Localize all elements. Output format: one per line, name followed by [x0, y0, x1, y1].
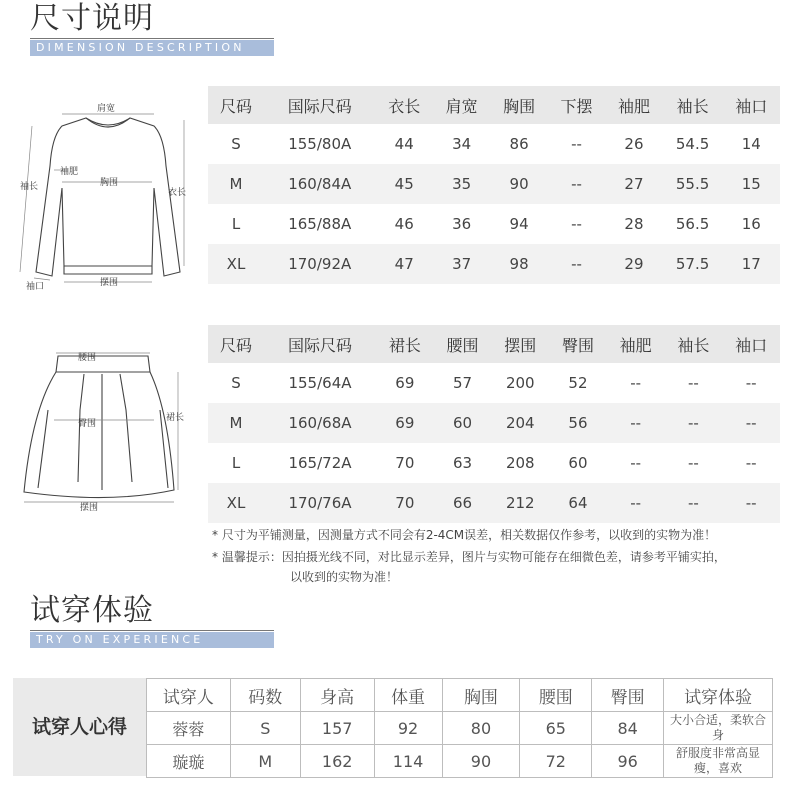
table-cell: -- [630, 454, 642, 472]
table-cell: 17 [722, 244, 780, 284]
dimension-title-underline [30, 38, 274, 39]
table-cell: S [230, 712, 300, 745]
table-cell: 64 [549, 483, 607, 523]
table-cell: 69 [395, 374, 415, 392]
table-cell: 56 [549, 403, 607, 443]
table-cell: 60 [434, 403, 492, 443]
col-header: 国际尺码 [264, 86, 375, 124]
table-cell: 60 [568, 454, 588, 472]
table-cell: 162 [300, 745, 374, 778]
table-header-row [208, 325, 780, 363]
col-header: 国际尺码 [264, 325, 376, 363]
tryon-subtitle: TRY ON EXPERIENCE [30, 632, 274, 648]
dimension-title: 尺寸说明 [30, 1, 154, 36]
table-cell: XL [208, 483, 264, 523]
table-cell: 47 [375, 244, 432, 284]
col-header: 试穿体验 [664, 679, 773, 712]
table-cell: 200 [505, 374, 535, 392]
table-cell: 56.5 [675, 215, 710, 233]
label-shoulder: 肩宽 [97, 104, 116, 114]
skirt-diagram [20, 350, 190, 512]
label-chest: 胸围 [100, 178, 119, 188]
table-cell: 160/68A [264, 403, 376, 443]
color-note-continued: 以收到的实物为准！ [290, 570, 399, 584]
skirt-size-table [208, 325, 780, 523]
table-cell: -- [722, 403, 780, 443]
col-header: 袖肥 [607, 325, 665, 363]
table-cell: 157 [300, 712, 374, 745]
table-cell: 90 [490, 164, 547, 204]
table-cell: 208 [505, 454, 535, 472]
dimension-subtitle: DIMENSION DESCRIPTION [30, 40, 274, 56]
tryon-left-label: 试穿人心得 [13, 678, 146, 776]
table-cell: -- [571, 135, 582, 153]
col-header: 腰围 [520, 679, 592, 712]
table-cell: L [231, 215, 241, 233]
table-cell: 46 [394, 215, 414, 233]
table-cell: M [230, 745, 300, 778]
table-cell: 170/92A [264, 244, 375, 284]
label-body-length: 衣长 [168, 188, 187, 198]
table-cell: 57 [453, 374, 473, 392]
table-cell: 94 [509, 215, 529, 233]
col-header: 尺码 [208, 86, 264, 124]
table-cell: 69 [376, 403, 434, 443]
table-cell: 66 [434, 483, 492, 523]
table-cell: 65 [520, 712, 592, 745]
label-hem: 摆围 [100, 278, 119, 288]
col-header: 袖口 [722, 86, 780, 124]
table-cell: -- [548, 164, 605, 204]
table-header-row [208, 86, 780, 124]
table-cell: 舒服度非常高显瘦，喜欢 [664, 745, 773, 778]
table-cell: L [231, 454, 241, 472]
label-skirt-hem: 摆围 [80, 503, 99, 512]
table-cell: -- [665, 403, 723, 443]
color-note: * 温馨提示：因拍摄光线不同，对比显示差异，图片与实物可能存在细微色差，请参考平铺实拍， [212, 550, 726, 564]
table-cell: 44 [394, 135, 414, 153]
label-sleeve-width: 袖肥 [60, 167, 79, 177]
table-cell: 54.5 [675, 135, 710, 153]
table-cell: S [231, 135, 241, 153]
table-row [208, 124, 780, 164]
table-cell: 大小合适，柔软合身 [664, 712, 773, 745]
table-cell: 84 [592, 712, 664, 745]
table-row [208, 443, 780, 483]
table-cell: 15 [722, 164, 780, 204]
table-cell: -- [630, 374, 642, 392]
table-cell: 璇璇 [147, 745, 231, 778]
table-header-row [147, 679, 773, 712]
measurement-note: * 尺寸为平铺测量，因测量方式不同会有2-4CM误差，相关数据仅作参考，以收到的实物为准！ [212, 528, 717, 542]
col-header: 袖肥 [605, 86, 662, 124]
label-cuff: 袖口 [26, 282, 45, 292]
table-cell: 37 [433, 244, 490, 284]
table-cell: XL [208, 244, 264, 284]
col-header: 体重 [374, 679, 442, 712]
col-header: 胸围 [442, 679, 520, 712]
table-cell: 165/72A [288, 454, 352, 472]
table-cell: 80 [442, 712, 520, 745]
table-cell: 57.5 [663, 244, 723, 284]
table-cell: -- [687, 374, 699, 392]
table-cell: 204 [491, 403, 549, 443]
col-header: 裙长 [376, 325, 434, 363]
table-cell: 72 [520, 745, 592, 778]
table-cell: 55.5 [663, 164, 723, 204]
table-cell: 36 [452, 215, 472, 233]
col-header: 袖长 [665, 325, 723, 363]
col-header: 身高 [300, 679, 374, 712]
table-cell: 蓉蓉 [147, 712, 231, 745]
table-row [208, 403, 780, 443]
table-cell: 70 [376, 483, 434, 523]
label-waist: 腰围 [78, 353, 97, 363]
table-cell: 86 [509, 135, 529, 153]
table-row [147, 712, 773, 745]
col-header: 胸围 [490, 86, 547, 124]
col-header: 袖长 [663, 86, 723, 124]
tryon-title-underline [30, 630, 274, 631]
tryon-table [146, 678, 773, 778]
col-header: 尺码 [208, 325, 264, 363]
table-cell: 155/80A [288, 135, 352, 153]
col-header: 腰围 [434, 325, 492, 363]
table-cell: 96 [592, 745, 664, 778]
col-header: 臀围 [549, 325, 607, 363]
table-row [147, 745, 773, 778]
tryon-title: 试穿体验 [30, 593, 154, 628]
label-hip: 臀围 [78, 419, 97, 429]
table-cell: -- [607, 483, 665, 523]
table-cell: -- [745, 374, 757, 392]
table-cell: 98 [490, 244, 547, 284]
table-cell: 16 [741, 215, 761, 233]
table-cell: 114 [374, 745, 442, 778]
table-cell: 29 [605, 244, 662, 284]
table-cell: 63 [453, 454, 473, 472]
table-row [208, 164, 780, 204]
table-cell: M [208, 403, 264, 443]
table-cell: 14 [741, 135, 761, 153]
table-cell: 155/64A [288, 374, 352, 392]
table-cell: 70 [395, 454, 415, 472]
table-cell: 34 [452, 135, 472, 153]
col-header: 臀围 [592, 679, 664, 712]
table-cell: 170/76A [264, 483, 376, 523]
table-cell: 92 [374, 712, 442, 745]
col-header: 下摆 [548, 86, 605, 124]
table-row [208, 363, 780, 403]
table-cell: -- [665, 483, 723, 523]
col-header: 摆围 [491, 325, 549, 363]
table-cell: -- [687, 454, 699, 472]
col-header: 肩宽 [433, 86, 490, 124]
table-cell: S [231, 374, 241, 392]
table-cell: -- [607, 403, 665, 443]
label-skirt-length: 裙长 [166, 413, 185, 423]
table-row [208, 244, 780, 284]
table-cell: -- [548, 244, 605, 284]
top-sweater-diagram [14, 96, 194, 292]
table-cell: -- [745, 454, 757, 472]
table-cell: -- [722, 483, 780, 523]
table-cell: 35 [433, 164, 490, 204]
col-header: 衣长 [375, 86, 432, 124]
table-cell: 212 [491, 483, 549, 523]
col-header: 袖口 [722, 325, 780, 363]
table-cell: 45 [375, 164, 432, 204]
col-header: 码数 [230, 679, 300, 712]
table-cell: 28 [624, 215, 644, 233]
table-cell: 52 [568, 374, 588, 392]
table-cell: M [208, 164, 264, 204]
top-size-table [208, 86, 780, 284]
table-cell: 26 [624, 135, 644, 153]
table-cell: 165/88A [288, 215, 352, 233]
table-cell: 27 [605, 164, 662, 204]
table-cell: -- [571, 215, 582, 233]
label-sleeve-length: 袖长 [20, 182, 39, 192]
col-header: 试穿人 [147, 679, 231, 712]
table-row [208, 204, 780, 244]
table-cell: 90 [442, 745, 520, 778]
table-cell: 160/84A [264, 164, 375, 204]
table-row [208, 483, 780, 523]
